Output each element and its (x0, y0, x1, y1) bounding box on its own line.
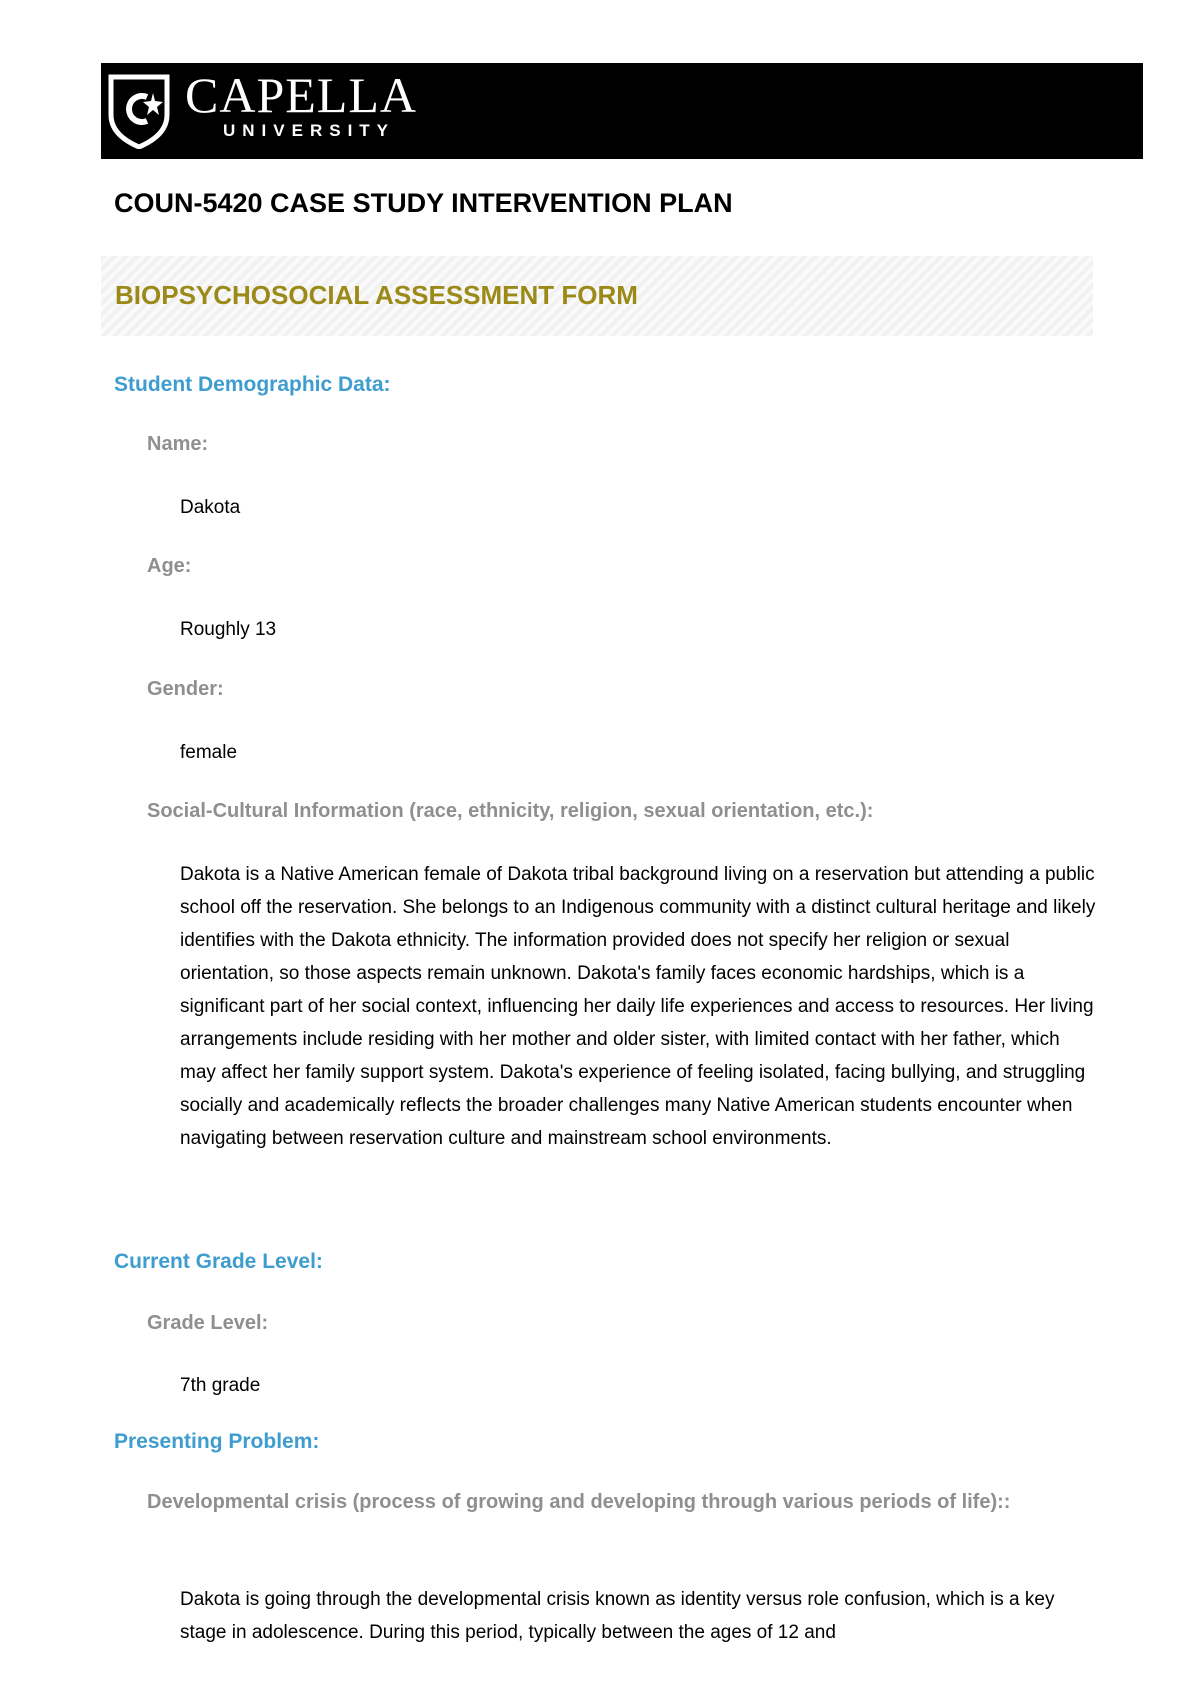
developmental-crisis-label: Developmental crisis (process of growing and developing through various periods of life):: (147, 1491, 1011, 1513)
section-heading-grade: Current Grade Level: (114, 1250, 323, 1273)
gender-value: female (180, 742, 238, 763)
sociocultural-label: Social-Cultural Information (race, ethnicity, religion, sexual orientation, etc.): (147, 800, 874, 822)
section-heading-presenting-problem: Presenting Problem: (114, 1430, 320, 1453)
name-value: Dakota (180, 497, 241, 518)
age-label: Age: (147, 555, 192, 577)
capella-shield-logo (107, 71, 171, 149)
brand-name: CAPELLA (185, 67, 417, 123)
gender-label: Gender: (147, 678, 224, 700)
age-value: Roughly 13 (180, 619, 277, 640)
form-title: BIOPSYCHOSOCIAL ASSESSMENT FORM (115, 280, 638, 310)
grade-value: 7th grade (180, 1375, 261, 1396)
form-title-band (101, 256, 1093, 336)
section-heading-demographics: Student Demographic Data: (114, 373, 391, 396)
document-title: COUN-5420 CASE STUDY INTERVENTION PLAN (114, 188, 733, 218)
capella-banner (101, 63, 1143, 159)
sociocultural-text: Dakota is a Native American female of Dakota tribal background living on a reservation but attending a public school off the reservation. She belongs to an Indigenous community with a distinct cultural heritage and likely identifies with the Dakota ethnicity. The information provided does not specify her religion or sexual orientation, so those aspects remain unknown. Dakota's family faces economic hardships, which is a significant part of her social context, influencing her daily life experiences and access to resources. Her living arrangements include residing with her mother and older sister, with limited contact with her father, which may affect her family support system. Dakota's experience of feeling isolated, facing bullying, and struggling socially and academically reflects the broader challenges many Native American students encounter when navigating between reservation culture and mainstream school environments. (180, 864, 1096, 1149)
name-label: Name: (147, 433, 209, 455)
grade-label: Grade Level: (147, 1312, 269, 1334)
developmental-crisis-text: Dakota is going through the developmental crisis known as identity versus role confusion, which is a key stage in adolescence. During this period, typically between the ages of 12 and (180, 1589, 1055, 1643)
brand-subtitle: UNIVERSITY (223, 121, 396, 140)
